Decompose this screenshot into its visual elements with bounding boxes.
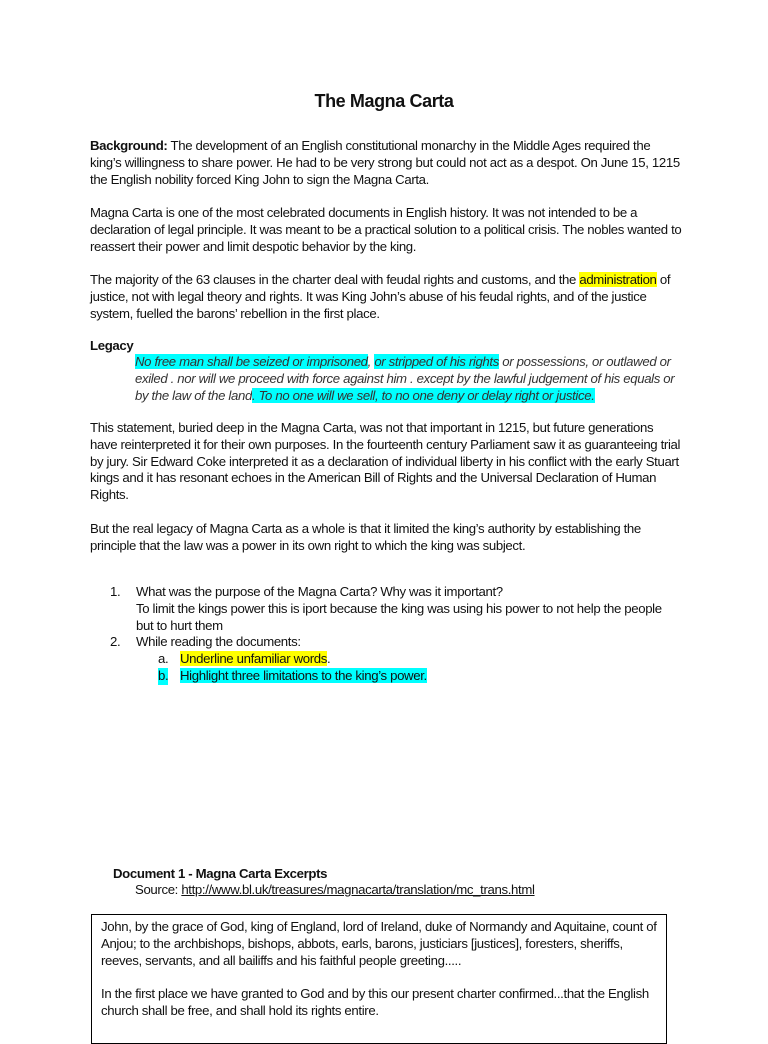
sub-item-a: [110, 651, 680, 668]
background-text: The development of an English constitutional monarchy in the Middle Ages required the king’s willingness to share power. He had to be very strong but could not act as a despot. On June 15, 1215 the English nobility forced King John to sign the Magna Carta.: [90, 138, 680, 187]
sub-item-b: [110, 668, 680, 685]
real-legacy-paragraph: But the real legacy of Magna Carta as a whole is that it limited the king’s authority by establishing the principle that the law was a power in its own right to which the king was subject.: [90, 521, 641, 553]
source-link[interactable]: http://www.bl.uk/treasures/magnacarta/translation/mc_trans.html: [181, 882, 535, 897]
excerpt-paragraph-2: In the first place we have granted to God and by this our present charter confirmed...that the English church shall be free, and shall hold its rights entire.: [101, 986, 649, 1018]
background-paragraph: [90, 138, 682, 188]
excerpt-paragraph-1: John, by the grace of God, king of England, lord of Ireland, duke of Normandy and Aquitaine, count of Anjou; to the archbishops, bishops, abbots, earls, barons, justiciars [justices], foresters, sheriffs, reeves, servants, and all bailiffs and his faithful people greeting.....: [101, 919, 657, 968]
quote-text-1: ,: [367, 354, 375, 369]
question-1-text: What was the purpose of the Magna Carta? Why was it important?: [136, 584, 503, 599]
page-title: The Magna Carta: [314, 91, 454, 111]
excerpt-box: [91, 914, 667, 1044]
clauses-text-after: of justice, not with legal theory and rights. It was King John’s abuse of his feudal rights, and of the justice system, fuelled the barons’ rebellion in the first place.: [90, 272, 671, 321]
sub-item-b-letter: b.: [158, 667, 169, 683]
question-2-text: While reading the documents:: [136, 634, 301, 650]
sub-item-a-letter: a.: [158, 651, 169, 667]
background-label: Background:: [90, 138, 168, 153]
sub-item-a-period: .: [327, 651, 331, 667]
legacy-quote: [135, 354, 683, 404]
document-1-source: [135, 882, 535, 899]
clauses-paragraph: [90, 272, 682, 322]
clauses-text-before: The majority of the 63 clauses in the charter deal with feudal rights and customs, and the: [90, 272, 580, 287]
question-1-number: 1.: [110, 584, 121, 599]
sub-item-a-text: Underline unfamiliar words: [180, 651, 328, 667]
question-1-answer[interactable]: To limit the kings power this is iport because the king was using his power to not help the people but to hurt them: [136, 600, 662, 633]
quote-highlight-1: No free man shall be seized or imprisoned: [135, 354, 368, 369]
sub-item-b-text: Highlight three limitations to the king’s power.: [180, 667, 427, 683]
intro-paragraph: Magna Carta is one of the most celebrated documents in English history. It was not intended to be a declaration of legal principle. It was meant to be a practical solution to a political crisis. The nobles wanted to reassert their power and limit despotic behavior by the king.: [90, 205, 682, 254]
highlight-administration: administration: [579, 272, 657, 287]
quote-highlight-3: . To no one will we sell, to no one deny or delay right or justice.: [251, 387, 595, 403]
quote-highlight-2: or stripped of his rights: [374, 354, 499, 369]
quote-text-2: or possessions, or outlawed or exiled . nor will we proceed with force against him . except by the lawful judgement of his equals or by the law of the land: [135, 354, 675, 403]
question-2-number: 2.: [110, 634, 121, 650]
question-1: [110, 584, 680, 634]
source-label: Source:: [135, 882, 182, 897]
reinterpretation-paragraph: This statement, buried deep in the Magna Carta, was not that important in 1215, but future generations have reinterpreted it for their own purposes. In the fourteenth century Parliament saw it as guaranteeing trial by jury. Sir Edward Coke interpreted it as a declaration of individual liberty in his conflict with the early Stuart kings and it has resonant echoes in the American Bill of Rights and the Universal Declaration of Human Rights.: [90, 420, 681, 503]
question-list: [110, 584, 680, 685]
legacy-heading: Legacy: [90, 338, 134, 353]
document-1-title: Document 1 - Magna Carta Excerpts: [113, 866, 328, 881]
question-2: [110, 634, 680, 651]
